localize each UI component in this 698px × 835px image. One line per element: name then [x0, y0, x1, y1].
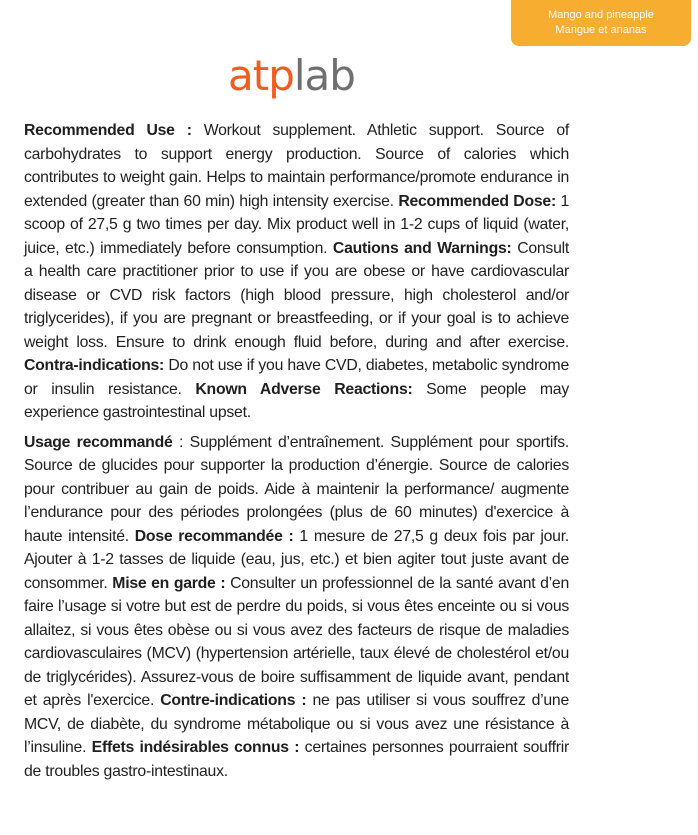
contre-indications-text: ne pas utiliser si vous souffrez d’une MCV, de diabète, du syndrome métabolique ou si vous avez une résistance à l’insuline.: [24, 692, 570, 756]
cautions-label: Cautions and Warnings:: [332, 239, 512, 257]
cautions-text: Consult a health care practitioner prior to use if you are obese or have cardiovascular disease or CVD risk factors (high blood pressure, high cholesterol and/or triglycerides), if you are pregnant or breastfeeding, or if your goal is to achieve weight loss. Ensure to drink enough fluid before, during and after exercise.: [24, 239, 569, 351]
label-copy: [24, 119, 569, 783]
flavor-english: Mango and pineapple: [548, 9, 654, 21]
dose-recommandee-label: Dose recommandée :: [134, 527, 294, 545]
usage-recommande-text: : Supplément d’entraînement. Supplément pour sportifs. Source de glucides pour supporter la production d’énergie. Source de calories pour contribuer au gain de poids. Aide à maintenir la performance/ augmente l’endurance pour des périodes prolongées (plus de 60 minutes) d'exercice à haute intensité.: [24, 433, 570, 545]
recommended-use-label: Recommended Use :: [24, 122, 192, 139]
effets-indesirables-text: certaines personnes pourraient souffrir de troubles gastro-intestinaux.: [24, 739, 569, 780]
recommended-dose-text: 1 scoop of 27,5 g two times per day. Mix product well in 1-2 cups of liquid (water, juice, etc.) immediately before consumption.: [24, 192, 569, 257]
adverse-reactions-text: Some people may experience gastrointestinal upset.: [24, 380, 569, 421]
mise-en-garde-text: Consulter un professionnel de la santé avant d’en faire l’usage si votre but est de perdre du poids, si vous êtes enceinte ou si vous allaitez, si vous êtes obèse ou si vous avez des facteurs de risque de maladies cardiovasculaires (MCV) (hypertension artérielle, taux élevé de cholestérol et/ou de triglycérides). Assurez-vous de boire suffisamment de liquide avant, pendant et après l'exercice.: [24, 574, 569, 709]
french-paragraph: [24, 431, 569, 784]
recommended-use-text: Workout supplement. Athletic support. Source of carbohydrates to support energy production. Source of calories which contributes to weight gain. Helps to maintain performance/promote endurance in extended (greater than 60 min) high intensity exercise.: [24, 122, 569, 210]
dose-recommandee-text: 1 mesure de 27,5 g deux fois par jour. Ajouter à 1-2 tasses de liquide (eau, jus, etc.) et bien agiter tout juste avant de consommer.: [24, 527, 569, 592]
adverse-reactions-label: Known Adverse Reactions:: [195, 380, 413, 398]
contra-indications-label: Contra-indications:: [24, 357, 165, 374]
mise-en-garde-label: Mise en garde :: [112, 574, 226, 592]
logo-lab-text: lab: [293, 51, 355, 100]
usage-recommande-label: Usage recommandé: [24, 433, 173, 451]
contre-indications-label: Contre-indications :: [160, 692, 307, 709]
flavor-french: Mangue et ananas: [555, 24, 647, 36]
logo-atp-text: atp: [228, 51, 294, 100]
contra-indications-text: Do not use if you have CVD, diabetes, metabolic syndrome or insulin resistance.: [24, 357, 569, 398]
effets-indesirables-label: Effets indésirables connus :: [91, 739, 300, 756]
english-paragraph: [24, 119, 569, 425]
flavor-tab: [511, 0, 691, 46]
recommended-dose-label: Recommended Dose:: [398, 192, 556, 210]
atplab-logo: [228, 46, 355, 106]
